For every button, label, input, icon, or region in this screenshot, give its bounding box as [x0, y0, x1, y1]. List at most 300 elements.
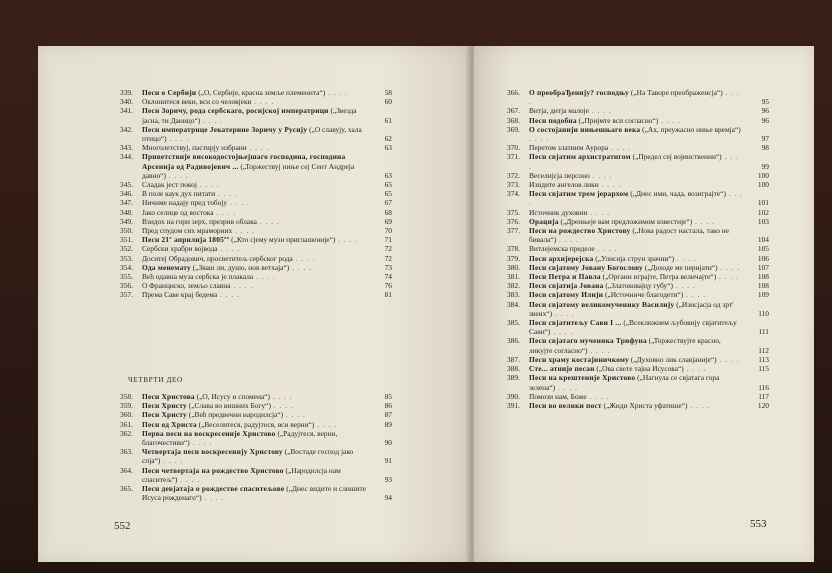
entry-number: 343. [120, 143, 133, 153]
entry-body [529, 336, 769, 354]
entry-title: Песн свјатитељу Сави I ... [529, 318, 622, 328]
leader-dots: . . . . [246, 143, 270, 153]
entry-text: („Нова радост настала, тако не бивала“) [529, 226, 730, 245]
entry-text: („Торжествуј ниње сеј Сент Андреја давно“) [142, 161, 355, 180]
toc-entry [120, 88, 392, 97]
entry-body [529, 401, 769, 410]
entry-page-number: 96 [761, 106, 769, 116]
leader-dots: . . . . [283, 410, 306, 420]
entry-body [529, 263, 769, 272]
entry-body [142, 254, 392, 263]
entry-number: 354. [120, 262, 133, 272]
entry-page-number: 90 [384, 438, 392, 448]
leader-dots: . . . . [269, 392, 293, 401]
leader-dots: . . . . [716, 272, 739, 282]
toc-entry [120, 466, 392, 484]
entry-body [529, 364, 769, 373]
entry-text: („Златоковајцу губу“) [605, 281, 673, 291]
leader-dots: . . . . [587, 345, 611, 355]
entry-text: („Ах, преужасно ниње времја“) [642, 124, 741, 134]
right-toc-column [507, 88, 769, 410]
entry-page-number: 113 [758, 354, 769, 364]
entry-number: 390. [507, 391, 520, 401]
leader-dots: . . . . [586, 391, 610, 401]
toc-entry [507, 281, 769, 290]
entry-number: 359. [120, 401, 133, 411]
entry-number: 371. [507, 152, 520, 162]
leader-dots: . . . . [227, 198, 250, 208]
entry-page-number: 72 [384, 244, 392, 254]
entry-body [142, 226, 392, 235]
entry-body [142, 484, 392, 502]
entry-number: 352. [120, 244, 133, 254]
leader-dots: . . . . [165, 170, 189, 180]
entry-number: 369. [507, 124, 520, 134]
leader-dots: . . . . [270, 401, 294, 411]
leader-dots: . . . . [594, 244, 618, 254]
entry-body [142, 106, 392, 124]
toc-entry [507, 217, 769, 226]
entry-number: 374. [507, 189, 520, 199]
entry-number: 357. [120, 290, 133, 300]
entry-title: Приветствије високодостојњејшаго господина, господина Арсенија од Радивојевич ... [142, 152, 346, 171]
entry-body [529, 171, 769, 180]
leader-dots: . . . . [608, 143, 631, 153]
entry-page-number: 117 [758, 391, 769, 401]
entry-text: Помози нам, Боже [529, 391, 587, 401]
entry-body [142, 180, 392, 189]
entry-number: 358. [120, 392, 133, 401]
entry-number: 373. [507, 180, 520, 190]
entry-number: 386. [507, 336, 520, 346]
entry-body [142, 152, 392, 180]
entry-number: 341. [120, 106, 133, 116]
entry-page-number: 65 [384, 189, 392, 199]
leader-dots: . . . . [555, 382, 578, 392]
toc-entry [507, 152, 769, 170]
entry-title: Песн Зоричу, рода сербскаго, росијској императрици [142, 106, 329, 116]
entry-title: Сте... атније песан [529, 364, 595, 374]
toc-entry [120, 198, 392, 207]
toc-entry [507, 106, 769, 115]
toc-entry [507, 254, 769, 263]
entry-page-number: 65 [384, 180, 392, 190]
entry-page-number: 69 [384, 216, 392, 226]
entry-title: Песн свјатија Јована [529, 281, 604, 291]
entry-number: 372. [507, 170, 520, 180]
entry-page-number: 62 [384, 134, 392, 144]
entry-text: („О, Исусу и спомена“) [196, 392, 270, 401]
leader-dots: . . . . [200, 115, 223, 125]
entry-body [529, 355, 769, 364]
entry-body [529, 116, 769, 125]
leader-dots: . . . . [692, 216, 715, 226]
entry-body [142, 88, 392, 97]
entry-body [142, 263, 392, 272]
entry-page-number: 102 [757, 207, 769, 217]
leader-dots: . . . . [325, 88, 348, 97]
toc-entry [120, 410, 392, 419]
entry-text: Пред спудом сих мраморних [142, 226, 233, 236]
leader-dots: . . . . [598, 180, 622, 190]
entry-body [142, 392, 392, 401]
entry-page-number: 70 [384, 226, 392, 236]
entry-page-number: 76 [384, 281, 392, 291]
leader-dots: . . . . [529, 152, 739, 171]
entry-number: 339. [120, 88, 133, 97]
entry-title: Песн на крештеније Христово [529, 373, 636, 383]
entry-title: Песн свјатому Илији [529, 290, 604, 300]
entry-text: Витлејемска пределе [529, 244, 595, 254]
toc-entry [120, 180, 392, 189]
entry-page-number: 96 [761, 115, 769, 125]
entry-number: 363. [120, 447, 133, 457]
entry-title: Песн четвертаја на рождество Христово [142, 465, 284, 475]
entry-body [142, 466, 392, 484]
leader-dots: . . . . [292, 253, 316, 263]
entry-text: („О славују, хала птицо“) [142, 124, 362, 144]
toc-entry [507, 401, 769, 410]
leader-dots: . . . . [658, 115, 681, 125]
toc-entry [120, 263, 392, 272]
toc-entry [507, 208, 769, 217]
entry-page-number: 99 [761, 161, 769, 171]
entry-body [529, 290, 769, 299]
entry-page-number: 110 [758, 308, 769, 318]
entry-body [529, 217, 769, 226]
entry-body [529, 254, 769, 263]
entry-number: 388. [507, 364, 520, 374]
entry-page-number: 89 [384, 419, 392, 429]
left-toc-column-part-four [120, 392, 392, 502]
leader-dots: . . . . [160, 456, 184, 466]
entry-number: 382. [507, 281, 520, 291]
entry-page-number: 108 [757, 281, 769, 291]
entry-body [142, 97, 392, 106]
toc-entry [507, 263, 769, 272]
entry-page-number: 58 [384, 88, 392, 97]
entry-title: Перва песн на воскресеније Христово [142, 428, 276, 438]
toc-entry [120, 272, 392, 281]
entry-number: 351. [120, 235, 133, 245]
entry-body [142, 410, 392, 419]
entry-body [142, 198, 392, 207]
left-toc-column [120, 88, 392, 300]
entry-page-number: 111 [758, 327, 769, 337]
entry-number: 376. [507, 216, 520, 226]
entry-number: 356. [120, 281, 133, 291]
toc-entry [120, 152, 392, 180]
entry-body [142, 125, 392, 143]
entry-page-number: 63 [384, 143, 392, 153]
entry-title: Песн девјатаја о рождестве спаситељове [142, 484, 285, 494]
entry-number: 384. [507, 299, 520, 309]
toc-entry [120, 484, 392, 502]
toc-entry [120, 401, 392, 410]
entry-text: („Доходе ме перијати“) [644, 262, 718, 272]
entry-title: Орација [529, 216, 559, 226]
leader-dots: . . . . [215, 189, 238, 199]
entry-page-number: 72 [384, 253, 392, 263]
entry-text: Сербски храбри војвода [142, 244, 218, 254]
entry-number: 385. [507, 318, 520, 328]
entry-text: („Днес видите и слишите Исуса рожденаго“) [142, 484, 366, 503]
entry-text: („Слава во вишних Богу“) [188, 401, 271, 411]
entry-number: 361. [120, 419, 133, 429]
leader-dots: . . . . [196, 180, 220, 190]
entry-number: 364. [120, 465, 133, 475]
toc-entry [507, 180, 769, 189]
entry-number: 379. [507, 253, 520, 263]
entry-text: („Већ предвечни народилсја“) [188, 410, 284, 420]
entry-title: Песн свјатим архистратигом [529, 152, 631, 162]
entry-page-number: 67 [384, 198, 392, 208]
leader-dots: . . . . [177, 474, 201, 484]
entry-page-number: 115 [758, 364, 769, 374]
toc-entry [507, 244, 769, 253]
entry-text: („О, Сербије, красна земље племенита“) [198, 88, 326, 97]
entry-text: („Радујтеся, верни, благочестиви“) [142, 428, 338, 448]
entry-title: Песн Христова [142, 392, 195, 401]
toc-entry [120, 217, 392, 226]
toc-entry [120, 281, 392, 290]
entry-title: Песн императрице Јекатерине Зоричу у Русију [142, 124, 308, 134]
entry-body [142, 244, 392, 253]
entry-body [142, 217, 392, 226]
entry-text: Многолетствуј, пастирју избрани [142, 143, 247, 153]
entry-page-number: 95 [761, 97, 769, 107]
toc-entry [507, 189, 769, 207]
toc-entry [120, 420, 392, 429]
toc-entry [507, 171, 769, 180]
entry-text: („Изисјасја од зрт' звеих“) [529, 299, 734, 318]
leader-dots: . . . . [289, 262, 312, 272]
entry-body [529, 392, 769, 401]
toc-entry [120, 189, 392, 198]
entry-page-number: 112 [758, 345, 769, 355]
entry-text: („Дреињеје вам предложимом известије“) [560, 216, 693, 226]
entry-number: 366. [507, 88, 520, 97]
leader-dots: . . . . [232, 226, 256, 236]
entry-text: („Органи играјте, Петра величајте“) [602, 272, 717, 282]
entry-number: 360. [120, 410, 133, 420]
entry-body [142, 189, 392, 198]
toc-entry [507, 300, 769, 318]
entry-text: („На Таворе преображенсја“) [630, 88, 723, 97]
entry-text: Источник духовни [529, 207, 588, 217]
entry-page-number: 60 [384, 97, 392, 107]
toc-entry [507, 336, 769, 354]
entry-text: Сладак јест покој [142, 180, 197, 190]
entry-number: 342. [120, 124, 133, 134]
toc-entry [120, 125, 392, 143]
leader-dots: . . . . [256, 216, 280, 226]
entry-text: В поле каук дух питати [142, 189, 216, 199]
entry-page-number: 94 [384, 493, 392, 503]
leader-dots: . . . . [314, 419, 338, 429]
entry-text: О Франциско, земљо славна [142, 281, 231, 291]
entry-page-number: 81 [384, 290, 392, 300]
entry-number: 348. [120, 207, 133, 217]
page-number-left: 552 [114, 520, 131, 532]
toc-entry [120, 290, 392, 299]
entry-number: 344. [120, 152, 133, 162]
toc-entry [507, 373, 769, 391]
leader-dots: . . . . [556, 235, 579, 245]
toc-entry [507, 143, 769, 152]
toc-entry [507, 116, 769, 125]
entry-text: („Кто сјему музи приглашеније“) [231, 235, 336, 245]
toc-entry [120, 429, 392, 447]
entry-page-number: 104 [757, 235, 769, 245]
entry-page-number: 87 [384, 410, 392, 420]
leader-dots: . . . . [550, 327, 574, 337]
entry-body [529, 318, 769, 336]
entry-number: 362. [120, 428, 133, 438]
toc-entry [507, 318, 769, 336]
entry-page-number: 93 [384, 474, 392, 484]
entry-number: 340. [120, 97, 133, 107]
toc-entry [507, 272, 769, 281]
entry-page-number: 108 [757, 272, 769, 282]
leader-dots: . . . . [230, 281, 254, 291]
toc-entry [120, 235, 392, 244]
entry-page-number: 109 [757, 290, 769, 300]
entry-text: („Ова свете тајна Исусова“) [596, 364, 684, 374]
entry-text: („Веселитеся, радујтеся, вси верни“) [198, 419, 315, 429]
entry-title: О преобраЂенију? господњу [529, 88, 630, 97]
leader-dots: . . . . [253, 272, 276, 282]
entry-text: Веселијсја персоно [529, 170, 590, 180]
entry-page-number: 120 [757, 400, 769, 410]
entry-number: 387. [507, 354, 520, 364]
entry-title: О состојанији нињешњаго века [529, 124, 641, 134]
entry-body [142, 447, 392, 465]
toc-entry [507, 355, 769, 364]
entry-text: („Торжествујте красно, ликујте согласно“) [529, 336, 721, 355]
entry-body [142, 290, 392, 299]
entry-title: Песн на рождество Христову [529, 226, 631, 236]
leader-dots: . . . . [213, 207, 237, 217]
entry-number: 347. [120, 198, 133, 208]
entry-body [142, 281, 392, 290]
entry-text: („Нагнула се свјатага гора зелена“) [529, 373, 720, 392]
entry-page-number: 74 [384, 272, 392, 282]
entry-number: 381. [507, 272, 520, 282]
entry-text: Јако селице од востока [142, 207, 214, 217]
entry-number: 349. [120, 216, 133, 226]
entry-text: Витја, дитја малоје [529, 106, 589, 116]
leader-dots: . . . . [552, 308, 575, 318]
entry-page-number: 97 [761, 134, 769, 144]
entry-body [142, 143, 392, 152]
entry-number: 353. [120, 253, 133, 263]
entry-title: Песн свјатим трем јерархом [529, 189, 629, 199]
entry-text: („Жиди Христа уфатише“) [603, 400, 688, 410]
entry-page-number: 106 [757, 253, 769, 263]
entry-body [529, 281, 769, 290]
entry-text: Већ одавна муза сербска је плакала [142, 272, 254, 282]
entry-text: Перетом златиим Аурора [529, 143, 609, 153]
entry-body [529, 180, 769, 189]
entry-body [529, 189, 769, 207]
toc-entry [507, 364, 769, 373]
entry-text: („Звезда јасна, ти Даницо“) [142, 106, 357, 125]
entry-number: 378. [507, 244, 520, 254]
entry-body [529, 272, 769, 281]
entry-number: 377. [507, 226, 520, 236]
entry-number: 365. [120, 484, 133, 494]
entry-text: Изидите ангелов лики [529, 180, 599, 190]
leader-dots: . . . . [529, 134, 549, 144]
entry-title: Песн 21º априлија 1805ºº [142, 235, 230, 245]
entry-text: Ничиме надају пред тобоју [142, 198, 228, 208]
entry-text: („Востаде господ јако спја“) [142, 447, 354, 466]
entry-page-number: 86 [384, 401, 392, 411]
entry-text: („Зваш ли, душо, нов ветхаја“) [192, 262, 290, 272]
entry-text: („Духовно лик славјаније“) [630, 354, 717, 364]
entry-page-number: 105 [757, 244, 769, 254]
entry-number: 350. [120, 226, 133, 236]
entry-body [142, 208, 392, 217]
toc-entry [507, 290, 769, 299]
entry-title: Песн во велики пост [529, 400, 602, 410]
entry-title: Песн храму костајиничкому [529, 354, 629, 364]
entry-number: 389. [507, 373, 520, 383]
entry-number: 346. [120, 189, 133, 199]
leader-dots: . . . . [335, 235, 359, 245]
entry-page-number: 107 [757, 262, 769, 272]
entry-page-number: 71 [384, 235, 392, 245]
entry-body [529, 300, 769, 318]
leader-dots: . . . . [683, 364, 707, 374]
entry-number: 368. [507, 115, 520, 125]
entry-page-number: 101 [757, 198, 769, 208]
leader-dots: . . . . [529, 189, 743, 208]
entry-number: 345. [120, 180, 133, 190]
leader-dots: . . . . [588, 106, 612, 116]
entry-body [142, 429, 392, 447]
toc-entry [120, 143, 392, 152]
leader-dots: . . . . [251, 97, 275, 107]
entry-text: („Пријмте вси согласно“) [578, 115, 659, 125]
entry-page-number: 63 [384, 170, 392, 180]
entry-text: („Днес ими, чада, возиграјте“) [630, 189, 726, 199]
leader-dots: . . . . [589, 170, 613, 180]
entry-title: Песн од Христа [142, 419, 197, 429]
leader-dots: . . . . [587, 207, 611, 217]
entry-text: („Народилсја нам спаситељ“) [142, 465, 341, 484]
entry-body [529, 152, 769, 170]
leader-dots: . . . . [717, 262, 741, 272]
entry-title: Песн свјатому Јовану Богослову [529, 262, 643, 272]
entry-body [529, 373, 769, 391]
leader-dots: . . . . [716, 354, 740, 364]
entry-title: Песн Христу [142, 410, 187, 420]
toc-entry [120, 208, 392, 217]
entry-page-number: 103 [757, 216, 769, 226]
section-heading: ЧЕТВРТИ ДЕО [128, 376, 183, 384]
leader-dots: . . . . [217, 290, 240, 300]
entry-page-number: 85 [384, 392, 392, 401]
entry-body [142, 235, 392, 244]
entry-number: 370. [507, 143, 520, 153]
toc-entry [120, 447, 392, 465]
entry-number: 367. [507, 106, 520, 116]
entry-body [142, 272, 392, 281]
leader-dots: . . . . [217, 244, 241, 254]
toc-entry [507, 392, 769, 401]
